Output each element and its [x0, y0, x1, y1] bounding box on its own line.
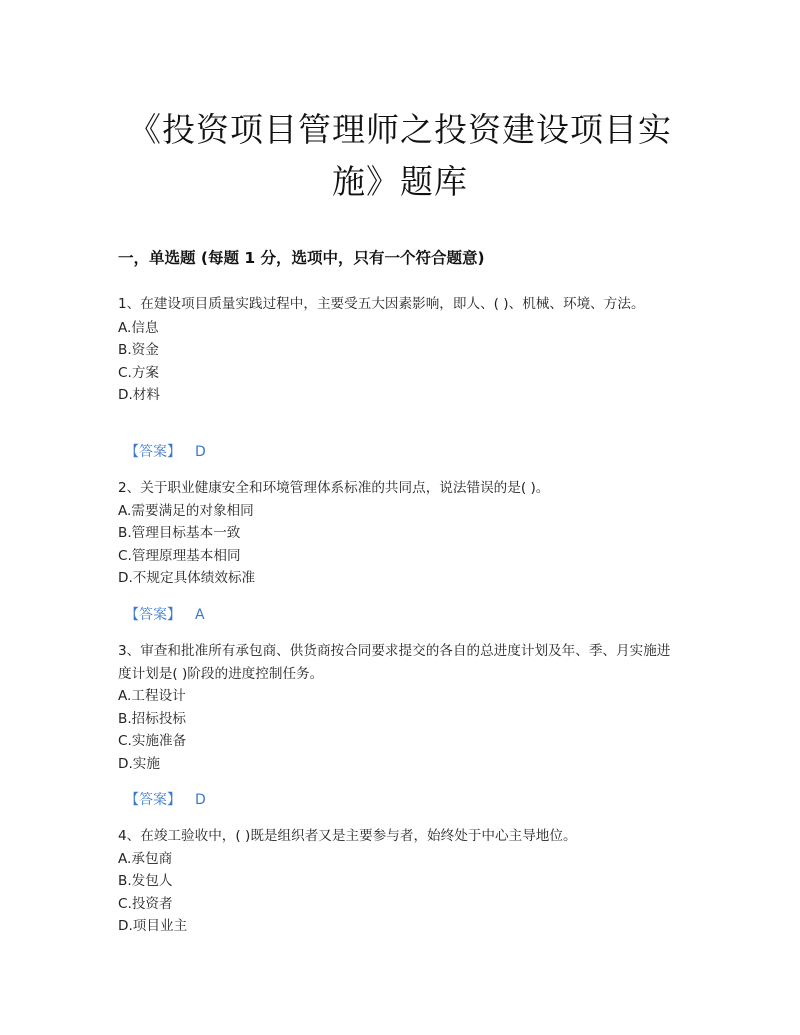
answer-value: D	[195, 444, 206, 460]
question-3	[118, 640, 683, 776]
question-4-option-a: A.承包商	[118, 850, 173, 867]
question-4-option-c: C.投资者	[118, 895, 173, 912]
question-4-option-b: B.发包人	[118, 873, 173, 890]
question-3-option-c: C.实施准备	[118, 733, 187, 750]
answer-value: D	[195, 792, 206, 808]
question-2-text: 2、关于职业健康安全和环境管理体系标准的共同点，说法错误的是( )。	[118, 480, 550, 496]
document-title	[100, 104, 700, 208]
document-title-line-1: 《投资项目管理师之投资建设项目实	[128, 110, 672, 149]
question-1-text: 1、在建设项目质量实践过程中，主要受五大因素影响，即人、( )、机械、环境、方法。	[118, 296, 645, 312]
answer-label: 【答案】	[125, 607, 181, 623]
question-2-option-b: B.管理目标基本一致	[118, 525, 241, 542]
question-1	[118, 293, 683, 407]
question-3-option-b: B.招标投标	[118, 710, 187, 727]
question-1-option-d: D.材料	[118, 387, 160, 404]
section-heading: 一，单选题 (每题 1 分，选项中，只有一个符合题意)	[118, 249, 485, 267]
question-2-option-a: A.需要满足的对象相同	[118, 502, 254, 519]
answer-label: 【答案】	[125, 444, 181, 460]
question-1-option-c: C.方案	[118, 364, 160, 381]
question-2	[118, 477, 683, 590]
question-3-option-d: D.实施	[118, 755, 160, 772]
question-4	[118, 825, 683, 938]
question-2-answer	[125, 604, 205, 626]
question-3-option-a: A.工程设计	[118, 688, 186, 705]
question-2-option-c: C.管理原理基本相同	[118, 547, 241, 564]
question-1-option-a: A.信息	[118, 319, 159, 336]
question-4-text: 4、在竣工验收中，( )既是组织者又是主要参与者，始终处于中心主导地位。	[118, 828, 577, 844]
question-2-option-d: D.不规定具体绩效标准	[118, 570, 256, 587]
answer-value: A	[195, 607, 205, 623]
question-1-option-b: B.资金	[118, 342, 159, 359]
answer-label: 【答案】	[125, 792, 181, 808]
question-3-text: 3、审查和批准所有承包商、供货商按合同要求提交的各自的总进度计划及年、季、月实施进度计划是( )阶段的进度控制任务。	[118, 643, 671, 682]
document-title-line-2: 施》题库	[332, 162, 468, 201]
question-1-answer	[125, 441, 206, 463]
question-3-answer	[125, 789, 206, 811]
question-4-option-d: D.项目业主	[118, 918, 188, 935]
